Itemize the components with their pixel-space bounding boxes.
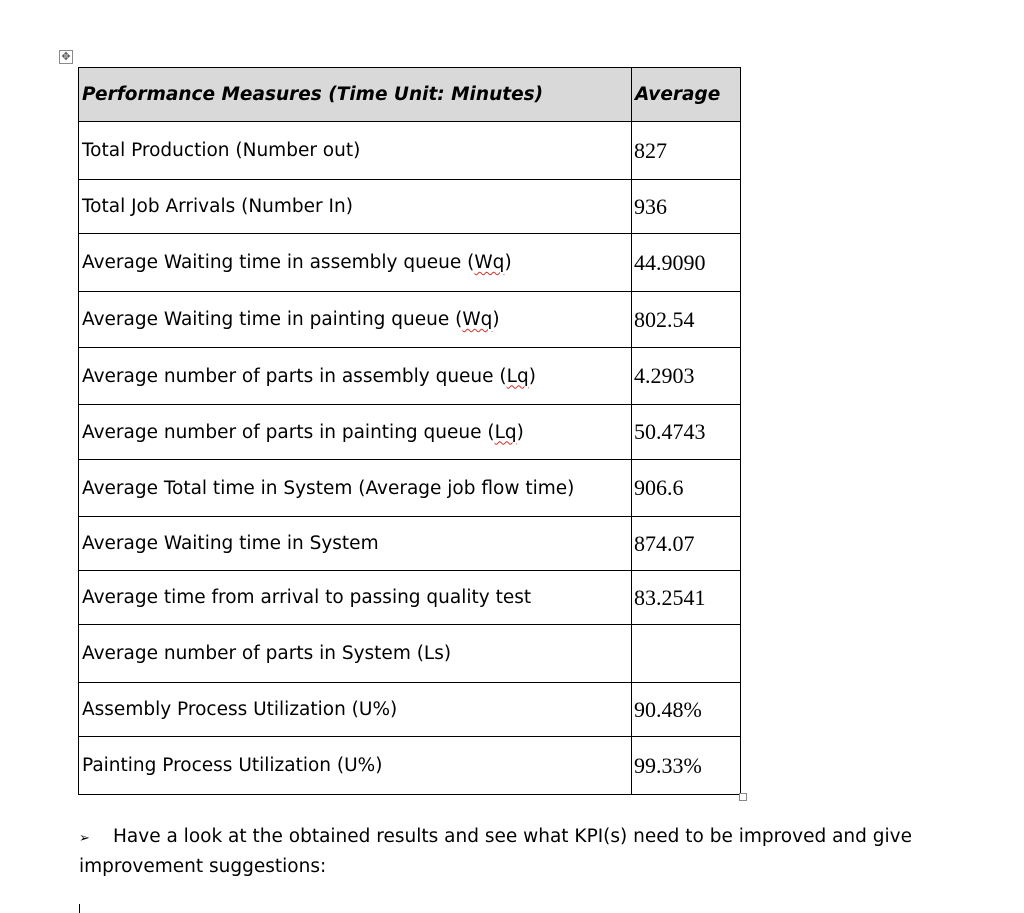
table-resize-handle-icon[interactable] [739,793,747,801]
row-value: 90.48% [632,683,741,737]
header-average: Average [632,68,741,122]
arrow-bullet-icon: ➢ [79,831,90,846]
row-value: 906.6 [632,460,741,517]
header-measure: Performance Measures (Time Unit: Minutes) [79,68,632,122]
row-measure: Average Waiting time in System [79,517,632,571]
bullet-text: Have a look at the obtained results and see what KPI(s) need to be improved and give improvement suggestions: [79,826,912,877]
row-value [632,625,741,683]
row-measure: Average Total time in System (Average job flow time) [79,460,632,517]
table-row [79,292,741,348]
bullet-paragraph [79,823,939,881]
row-measure: Average Waiting time in painting queue (Wq) [79,292,632,348]
table-row [79,460,741,517]
table-header-row [79,68,741,122]
row-measure: Average number of parts in painting queue (Lq) [79,405,632,460]
row-measure: Painting Process Utilization (U%) [79,737,632,795]
table-row [79,571,741,625]
row-measure: Average Waiting time in assembly queue (Wq) [79,234,632,292]
row-value: 874.07 [632,517,741,571]
table-row [79,348,741,405]
row-measure: Average number of parts in assembly queue (Lq) [79,348,632,405]
row-measure: Average time from arrival to passing quality test [79,571,632,625]
spellcheck-underline[interactable]: Wq [474,252,505,273]
table-move-handle-icon[interactable]: ✥ [59,50,73,64]
text-cursor [79,904,80,913]
table-row [79,234,741,292]
table-row [79,737,741,795]
row-measure: Assembly Process Utilization (U%) [79,683,632,737]
table-row [79,517,741,571]
performance-table [78,67,741,795]
spellcheck-underline[interactable]: Lq [494,421,517,443]
row-value: 4.2903 [632,348,741,405]
table-row [79,683,741,737]
row-measure: Average number of parts in System (Ls) [79,625,632,683]
row-measure: Total Production (Number out) [79,122,632,180]
row-value: 83.2541 [632,571,741,625]
spellcheck-underline[interactable]: Lq [506,365,529,387]
row-value: 936 [632,180,741,234]
table-row [79,122,741,180]
row-value: 50.4743 [632,405,741,460]
table-row [79,180,741,234]
spellcheck-underline[interactable]: Wq [462,309,493,330]
table-row [79,625,741,683]
row-measure: Total Job Arrivals (Number In) [79,180,632,234]
table-row [79,405,741,460]
row-value: 44.9090 [632,234,741,292]
row-value: 802.54 [632,292,741,348]
row-value: 827 [632,122,741,180]
row-value: 99.33% [632,737,741,795]
